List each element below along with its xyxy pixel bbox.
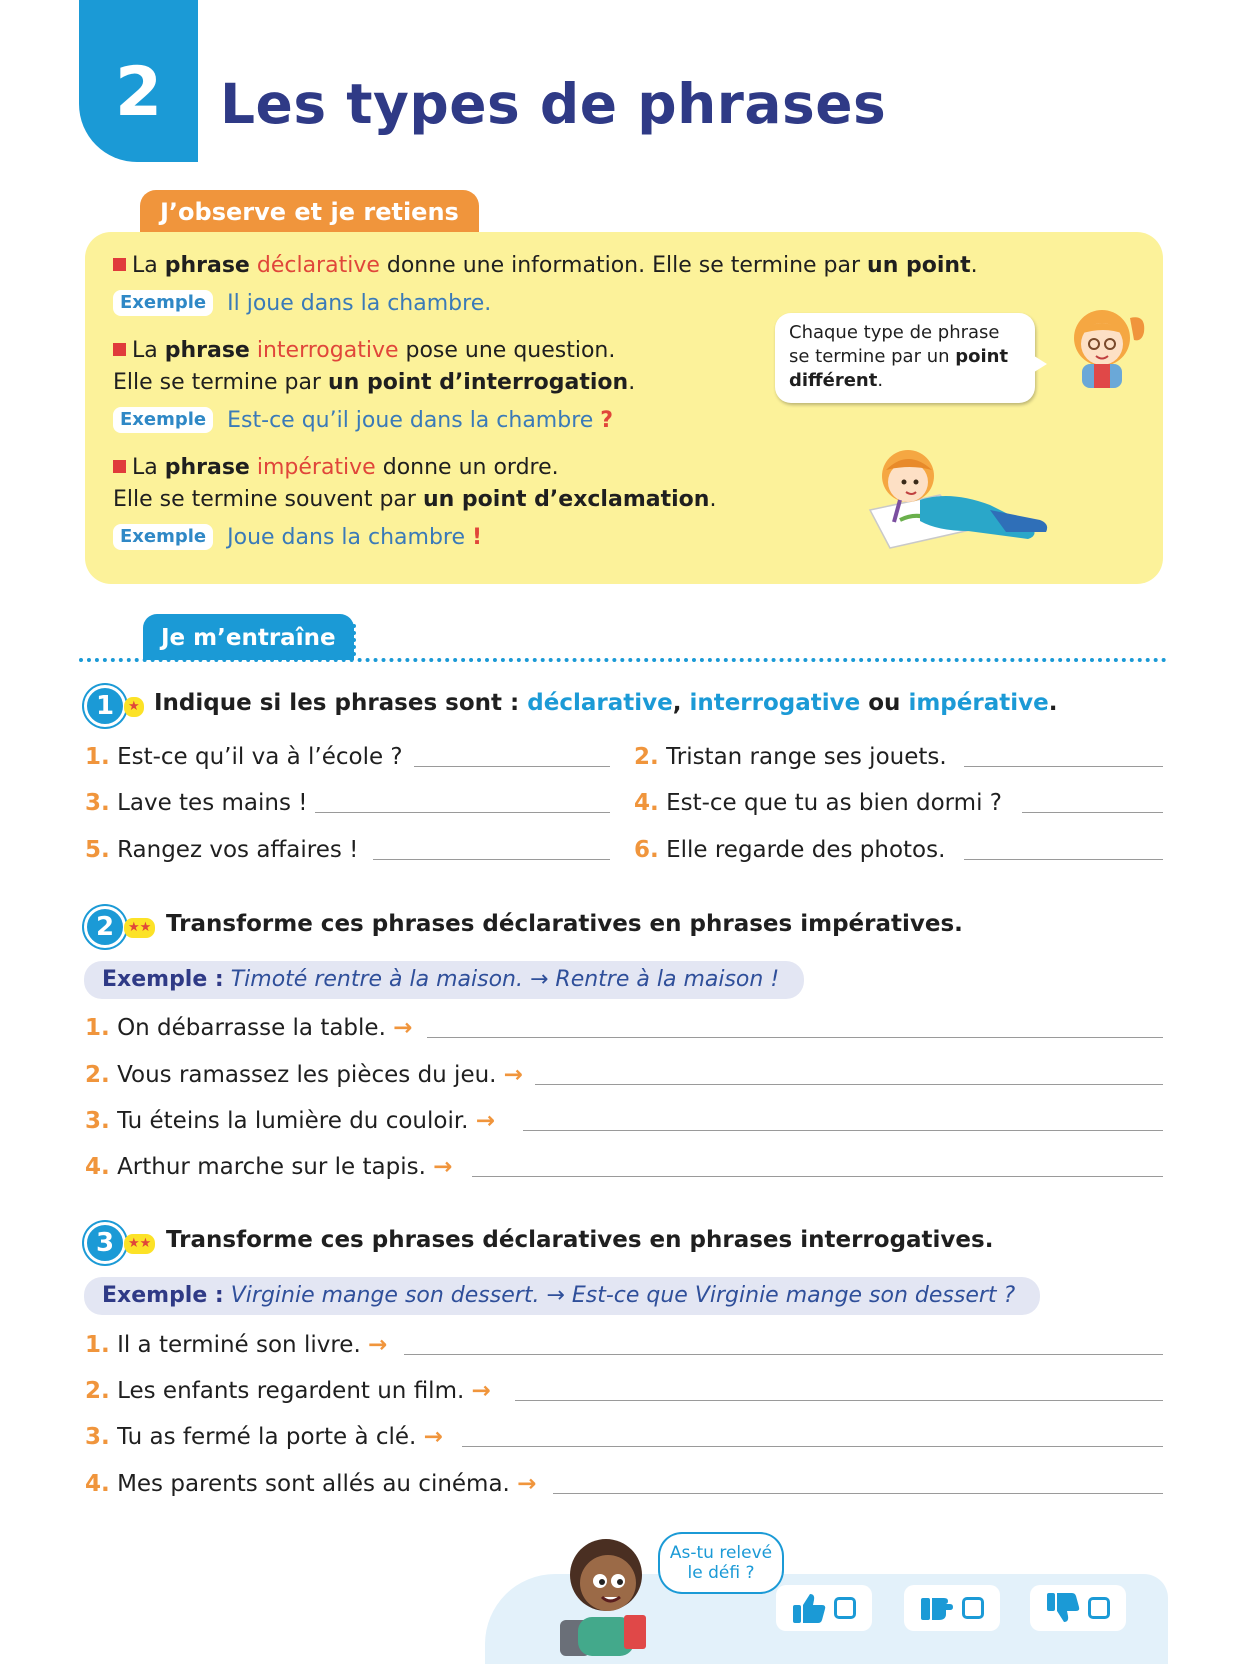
exercise-3-example: Exemple : Virginie mange son dessert. → Est-ce que Virginie mange son dessert ?	[84, 1277, 1040, 1315]
exercise-3-item: 1. Il a terminé son livre. →	[85, 1332, 388, 1358]
arrow-right-icon: →	[433, 1154, 453, 1180]
rating-thumbs-sideways[interactable]	[904, 1585, 1000, 1631]
rating-checkbox[interactable]	[962, 1597, 984, 1619]
bullet-square-icon	[113, 343, 126, 356]
arrow-right-icon: →	[368, 1332, 388, 1358]
arrow-right-icon: →	[503, 1062, 524, 1088]
answer-line[interactable]	[553, 1493, 1163, 1494]
answer-line[interactable]	[964, 859, 1163, 860]
exercise-2-item: 1. On débarrasse la table. →	[85, 1015, 413, 1041]
rule-imperative: La phrase impérative donne un ordre.	[113, 452, 559, 484]
difficulty-star-icon: ★	[124, 697, 144, 717]
example-imperative: Exemple Joue dans la chambre !	[113, 522, 482, 554]
exercise-1-item: 3. Lave tes mains !	[85, 790, 308, 816]
answer-line[interactable]	[315, 812, 610, 813]
bullet-square-icon	[113, 460, 126, 473]
tip-speech-bubble: Chaque type de phrase se termine par un point différent.	[775, 313, 1035, 403]
example-tag: Exemple	[113, 407, 213, 433]
chapter-number: 2	[114, 52, 163, 132]
example-tag: Exemple	[113, 290, 213, 316]
arrow-right-icon: →	[471, 1378, 491, 1404]
answer-line[interactable]	[414, 766, 610, 767]
exercise-1-item: 2. Tristan range ses jouets.	[634, 744, 947, 770]
challenge-speech-bubble: As-tu relevé le défi ?	[658, 1532, 784, 1594]
arrow-right-icon: →	[393, 1015, 413, 1041]
boy-backpack-illustration-icon	[550, 1525, 660, 1656]
page-title: Les types de phrases	[220, 72, 887, 136]
answer-line[interactable]	[462, 1446, 1163, 1447]
dotted-divider-vertical	[352, 624, 356, 656]
exercise-1-instruction: Indique si les phrases sont : déclarative, interrogative ou impérative.	[154, 690, 1058, 716]
exercise-1-item: 1. Est-ce qu’il va à l’école ?	[85, 744, 403, 770]
answer-line[interactable]	[1022, 812, 1163, 813]
exercise-2-instruction: Transforme ces phrases déclaratives en phrases impératives.	[166, 911, 963, 937]
exercise-3-instruction: Transforme ces phrases déclaratives en phrases interrogatives.	[166, 1227, 994, 1253]
answer-line[interactable]	[523, 1130, 1163, 1131]
thumbs-up-icon	[792, 1592, 826, 1624]
exercise-2-item: 4. Arthur marche sur le tapis. →	[85, 1154, 453, 1180]
chapter-number-badge	[79, 0, 198, 162]
dotted-divider	[79, 658, 1167, 662]
answer-line[interactable]	[535, 1084, 1163, 1085]
exercise-3-item: 2. Les enfants regardent un film. →	[85, 1378, 491, 1404]
exercise-1-item: 4. Est-ce que tu as bien dormi ?	[634, 790, 1002, 816]
rule-declarative: La phrase déclarative donne une information. Elle se termine par un point.	[113, 250, 978, 282]
exercise-number-badge: 2	[84, 906, 126, 948]
rating-thumbs-up[interactable]	[776, 1585, 872, 1631]
thumbs-sideways-icon	[920, 1592, 954, 1624]
training-section-tab: Je m’entraîne	[143, 614, 354, 660]
exercise-3-item: 4. Mes parents sont allés au cinéma. →	[85, 1471, 537, 1497]
exercise-1-item: 5. Rangez vos affaires !	[85, 837, 359, 863]
example-interrogative: Exemple Est-ce qu’il joue dans la chambre ?	[113, 405, 613, 437]
rating-checkbox[interactable]	[1088, 1597, 1110, 1619]
exercise-2-item: 3. Tu éteins la lumière du couloir. →	[85, 1108, 496, 1134]
rating-thumbs-down[interactable]	[1030, 1585, 1126, 1631]
girl-illustration-icon	[1060, 298, 1152, 390]
answer-line[interactable]	[404, 1354, 1163, 1355]
exercise-number-badge: 3	[84, 1222, 126, 1264]
thumbs-down-icon	[1046, 1592, 1080, 1624]
answer-line[interactable]	[964, 766, 1163, 767]
bullet-square-icon	[113, 258, 126, 271]
answer-line[interactable]	[373, 859, 610, 860]
boy-drawing-illustration-icon	[860, 440, 1060, 550]
arrow-right-icon: →	[517, 1471, 537, 1497]
example-declarative: Exemple Il joue dans la chambre.	[113, 288, 491, 320]
difficulty-stars-icon: ★★	[124, 918, 155, 938]
arrow-right-icon: →	[475, 1108, 496, 1134]
exercise-1-item: 6. Elle regarde des photos.	[634, 837, 946, 863]
answer-line[interactable]	[515, 1400, 1163, 1401]
observe-section-tab: J’observe et je retiens	[140, 190, 479, 232]
rule-interrogative: La phrase interrogative pose une question.	[113, 335, 615, 367]
answer-line[interactable]	[472, 1176, 1163, 1177]
exercise-number-badge: 1	[84, 685, 126, 727]
example-tag: Exemple	[113, 524, 213, 550]
rule-interrogative-line2: Elle se termine par un point d’interrogation.	[113, 370, 636, 395]
difficulty-stars-icon: ★★	[124, 1234, 155, 1254]
exercise-2-item: 2. Vous ramassez les pièces du jeu. →	[85, 1062, 524, 1088]
rating-checkbox[interactable]	[834, 1597, 856, 1619]
exercise-3-item: 3. Tu as fermé la porte à clé. →	[85, 1424, 443, 1450]
answer-line[interactable]	[427, 1037, 1163, 1038]
exercise-2-example: Exemple : Timoté rentre à la maison. → Rentre à la maison !	[84, 961, 804, 999]
speech-bubble-tail	[1031, 354, 1047, 374]
rule-imperative-line2: Elle se termine souvent par un point d’exclamation.	[113, 487, 717, 512]
arrow-right-icon: →	[423, 1424, 443, 1450]
